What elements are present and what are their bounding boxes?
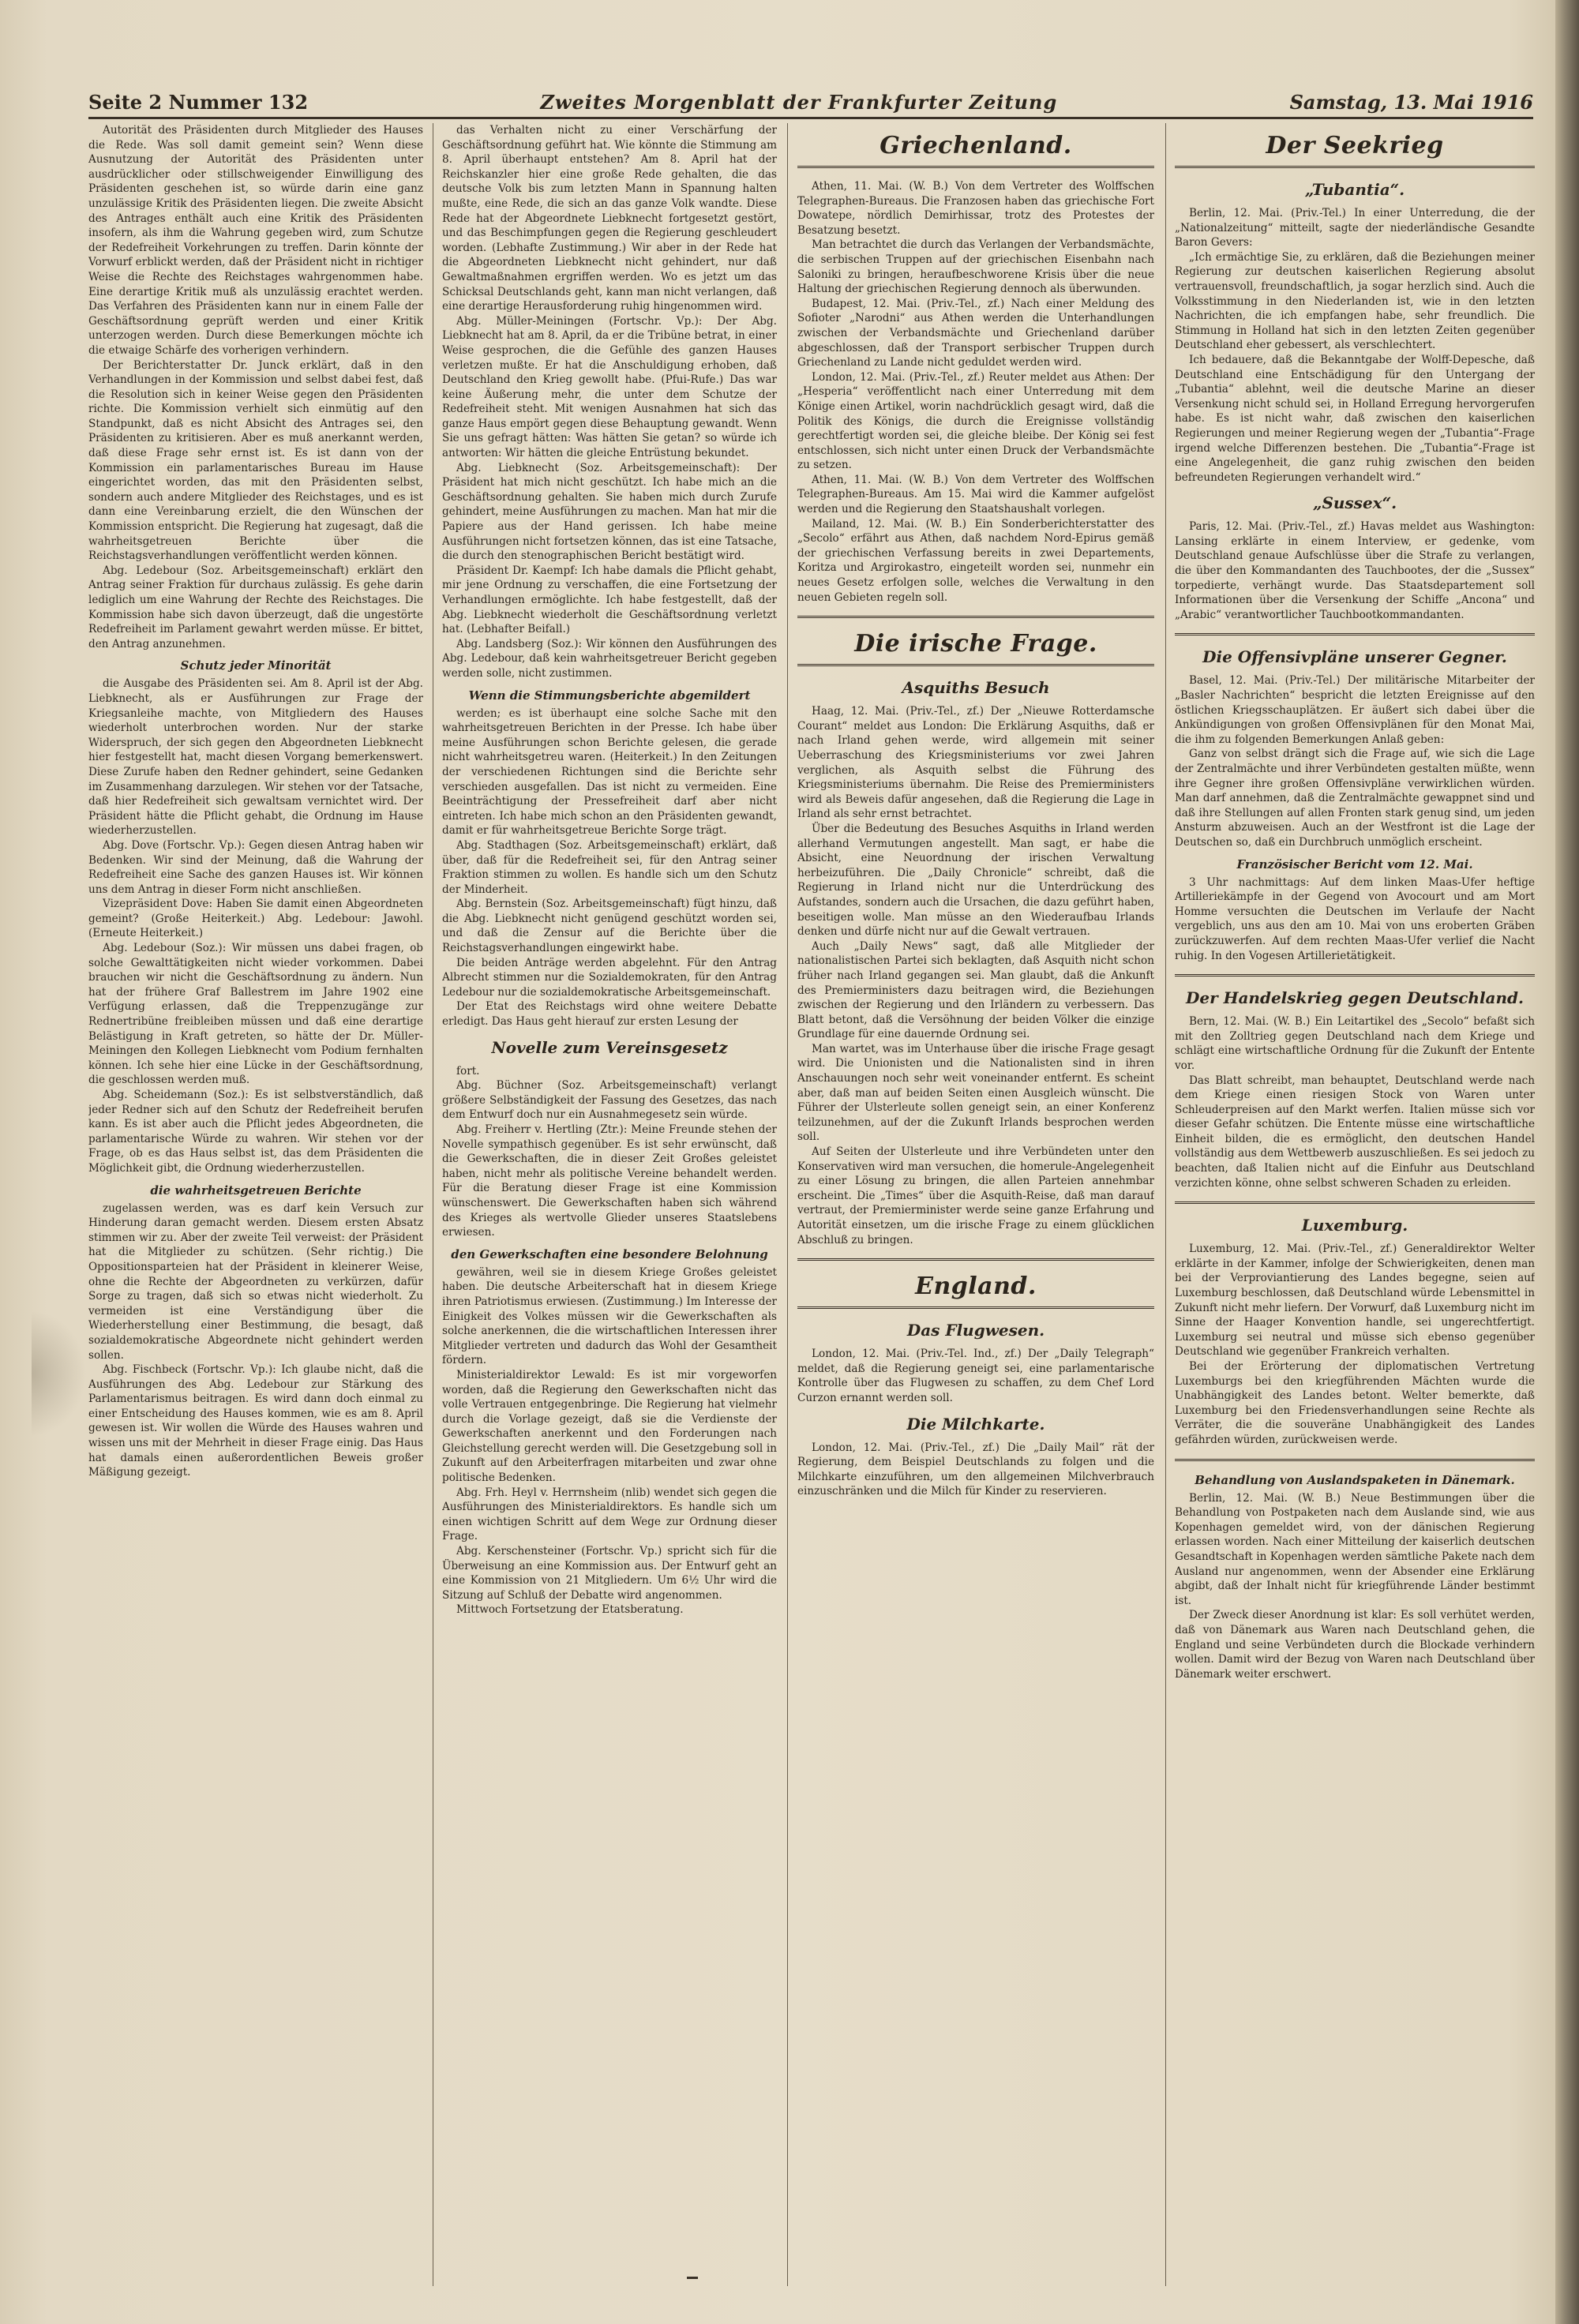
section-divider [797, 616, 1154, 618]
subheading: Schutz jeder Minorität [180, 658, 332, 673]
paragraph: Abg. Bernstein (Soz. Arbeitsgemeinschaft) fügt hinzu, daß die Abg. Liebknecht nicht genügend geschützt worden sei, und daß die Zensur auf die Berichte über die Reichstagsverhandlungen eingewirkt habe. [442, 898, 777, 955]
paragraph: die Ausgabe des Präsidenten sei. Am 8. April ist der Abg. Liebknecht, als er Ausführungen zur Frage der Kriegsanleihe machte, von Mitgliedern des Hauses wiederholt unterbrochen worden. Nur der starke Widerspruch, der sich gegen den Abgeordneten Liebknecht hier festgestellt hat, macht diesen Vorgang bemerkenswert. Diese Zurufe haben den Redner gehindert, seine Gedanken im Zusammenhang darzulegen. Wir stehen vor der Tatsache, daß hier Redefreiheit sich gewaltsam vernichtet wird. Der Präsident hätte die Pflicht gehabt, die Ordnung im Hause wiederherzustellen. [88, 677, 423, 838]
section-divider [1175, 1459, 1535, 1461]
paragraph: Abg. Stadthagen (Soz. Arbeitsgemeinschaft) erklärt, daß über, daß für die Redefreiheit sei, für den Antrag seiner Fraktion stimmen zu wollen. Es handle sich um den Schutz der Minderheit. [442, 838, 777, 896]
section-divider [1175, 1201, 1535, 1204]
paragraph: Vizepräsident Dove: Haben Sie damit einen Abgeordneten gemeint? (Große Heiterkeit.) Abg. Ledebour: Jawohl. (Erneute Heiterkeit.) [88, 898, 423, 940]
section-heading: Der Handelskrieg gegen Deutschland. [1186, 988, 1524, 1008]
subheading: „Tubantia“. [1304, 180, 1405, 199]
subheading: den Gewerkschaften eine besondere Belohnung [451, 1246, 768, 1261]
paragraph: zugelassen werden, was es darf kein Versuch zur Hinderung daran gemacht werden. Diesem ersten Absatz stimmen wir zu. Aber der zweite Teil verweist: der Präsident hat die Mitglieder zu schützen. (Sehr richtig.) Die Oppositionsparteien hat der Präsident in kleinerer Weise, ohne die Rechte der Abgeordneten zu verkürzen, dafür Sorge zu tragen, daß sich so etwas nicht wiederholt. Zu vermeiden ist eine Verständigung über die Wiederherstellung einer Bestimmung, die besagt, daß sozialdemokratische Abgeordnete nicht gehindert werden sollen. [88, 1201, 423, 1362]
section-divider [1175, 974, 1535, 976]
paragraph: Athen, 11. Mai. (W. B.) Von dem Vertreter des Wolffschen Telegraphen-Bureaus. Die Franzosen haben das griechische Fort Dowatepe, nördlich Demirhissar, trotz des Protestes der Besatzung besetzt. [797, 180, 1154, 237]
section-heading: Novelle zum Vereinsgesetz [491, 1037, 728, 1057]
masthead [88, 87, 1533, 119]
paragraph: Abg. Kerschensteiner (Fortschr. Vp.) spricht sich für die Überweisung an eine Kommission aus. Der Entwurf geht an eine Kommission von 21 Mitgliedern. Um 6½ Uhr wird die Sitzung auf Schluß der Debatte wird angenommen. [442, 1545, 777, 1602]
paragraph: 3 Uhr nachmittags: Auf dem linken Maas-Ufer heftige Artilleriekämpfe in der Gegend von Avocourt und am Mort Homme versuchten die Deutschen im Verlaufe der Nacht vergeblich, uns aus den am 10. Mai von uns eroberten Gräben zurückzuwerfen. Auf dem rechten Maas-Ufer verlief die Nacht ruhig. In den Vogesen Artillerietätigkeit. [1175, 875, 1535, 962]
paragraph: Der Zweck dieser Anordnung ist klar: Es soll verhütet werden, daß von Dänemark aus Waren nach Deutschland gehen, die England und seine Verbündeten durch die Blockade verhindern wollen. Damit wird der Bezug von Waren nach Deutschland über Dänemark weiter erschwert. [1175, 1609, 1535, 1681]
column-3 [797, 123, 1154, 2286]
subheading: „Sussex“. [1312, 493, 1397, 513]
paragraph: Budapest, 12. Mai. (Priv.-Tel., zf.) Nach einer Meldung des Sofioter „Narodni“ aus Athen werden die Unterhandlungen zwischen der Verbandsmächte und Griechenland darüber abgeschlossen, daß der Transport serbischer Truppen durch Griechenland zu Lande nicht geduldet werden wird. [797, 297, 1154, 369]
section-divider [1175, 633, 1535, 635]
section-heading: Luxemburg. [1301, 1216, 1408, 1235]
subheading: die wahrheitsgetreuen Berichte [150, 1183, 362, 1198]
paragraph: Abg. Ledebour (Soz. Arbeitsgemeinschaft) erklärt den Antrag seiner Fraktion für durchaus zulässig. Es gehe darin lediglich um eine Wahrung der Rechte des Reichstages. Die Kommission habe sich davon überzeugt, daß die ungestörte Redefreiheit im Parlament gewahrt werden müsse. Er bittet, den Antrag anzunehmen. [88, 564, 423, 650]
paragraph: Abg. Müller-Meiningen (Fortschr. Vp.): Der Abg. Liebknecht hat am 8. April, da er die Tribüne betrat, in einer Weise gesprochen, die die Gefühle des ganzen Hauses verletzen mußte. Er hat die Anschuldigung erhoben, daß Deutschland den Krieg gewollt habe. (Pfui-Rufe.) Das war keine Äußerung mehr, die unter dem Schutze der Redefreiheit steht. Mit wenigen Ausnahmen hat sich das ganze Haus empört gegen diese Behauptung gewandt. Wenn Sie uns gefragt hätten: Was hätten Sie getan? so würde ich antworten: Wir hätten die gleiche Entrüstung bekundet. [442, 314, 777, 460]
paragraph: Berlin, 12. Mai. (Priv.-Tel.) In einer Unterredung, die der „Nationalzeitung“ mitteilt, sagte der niederländische Gesandte Baron Gevers: [1175, 207, 1535, 249]
paragraph: Auf Seiten der Ulsterleute und ihre Verbündeten unter den Konservativen wird man versuchen, die homerule-Angelegenheit zu einer Lösung zu bringen, die allen Parteien annehmbar erscheint. Die „Times“ über die Asquith-Reise, daß man darauf vertraut, der Premierminister werde seine ganze Erfahrung und Autorität einsetzen, um die irische Frage zu einem glücklichen Abschluß zu bringen. [797, 1145, 1154, 1246]
section-heading: England. [797, 1272, 1154, 1309]
paragraph: Abg. Scheidemann (Soz.): Es ist selbstverständlich, daß jeder Redner sich auf den Schutz der Redefreiheit berufen kann. Es ist aber auch die Pflicht jedes Abgeordneten, die parlamentarische Würde zu wahren. Wir stehen vor der Frage, ob es das Haus selbst ist, das dem Präsidenten die Möglichkeit gibt, die Ordnung wiederherzustellen. [88, 1089, 423, 1175]
paragraph: Mailand, 12. Mai. (W. B.) Ein Sonderberichterstatter des „Secolo“ erfährt aus Athen, daß nachdem Nord-Epirus gemäß der griechischen Verfassung bereits in zwei Departements, Koritza und Argirokastro, eingeteilt worden sei, nunmehr ein neues Gesetz erfolgen solle, welches die Verwaltung in den neuen Gebieten regeln soll. [797, 517, 1154, 604]
paragraph: Die beiden Anträge werden abgelehnt. Für den Antrag Albrecht stimmen nur die Sozialdemokraten, für den Antrag Ledebour nur die sozialdemokratische Arbeitsgemeinschaft. [442, 956, 777, 999]
paragraph: Abg. Dove (Fortschr. Vp.): Gegen diesen Antrag haben wir Bedenken. Wir sind der Meinung, daß die Wahrung der Redefreiheit eine Sache des ganzen Hauses ist. Wir können uns dem Antrag in dieser Form nicht anschließen. [88, 838, 423, 896]
paragraph: London, 12. Mai. (Priv.-Tel. Ind., zf.) Der „Daily Telegraph“ meldet, daß die Regierung geneigt sei, eine parlamentarische Kontrolle über das Flugwesen zu schaffen, zu dem Chef Lord Curzon ernannt werden soll. [797, 1348, 1154, 1404]
page-stain [32, 1310, 87, 1437]
section-divider [797, 1258, 1154, 1261]
masthead-date: Samstag, 13. Mai 1916 [1289, 91, 1533, 114]
paragraph: Abg. Liebknecht (Soz. Arbeitsgemeinschaft): Der Präsident hat mich nicht geschützt. Ich habe mich an die Geschäftsordnung gehalten. Sie haben mich durch Zurufe gehindert, meine Ausführungen zu machen. Man hat mir die Papiere aus der Hand gerissen. Ich habe meine Ausführungen nicht fortsetzen können, das ist eine Tatsache, die durch den stenographischen Bericht bestätigt wird. [442, 461, 777, 563]
paragraph: werden; es ist überhaupt eine solche Sache mit den wahrheitsgetreuen Berichten in der Presse. Ich habe über meine Ausführungen schon Berichte gelesen, die gerade nicht wahrheitsgetreu waren. (Heiterkeit.) In den Zeitungen der verschiedenen Richtungen sind die Berichte sehr verschieden ausgefallen. Das ist nicht zu vermeiden. Eine Beeinträchtigung der Pressefreiheit darf aber nicht eintreten. Ich habe mich schon an den Präsidenten gewandt, damit er für wahrheitsgetreue Berichte Sorge trägt. [442, 707, 777, 838]
paragraph: London, 12. Mai. (Priv.-Tel., zf.) Reuter meldet aus Athen: Der „Hesperia“ veröffentlicht nach einer Unterredung mit dem Könige einen Artikel, worin nachdrücklich gesagt wird, daß die Politik des Königs, die durch die Ereignisse vollständig gerechtfertigt worden sei, die gleiche bleibe. Der König sei fest entschlossen, sich nicht unter einen Druck der Verbandsmächte zu setzen. [797, 370, 1154, 472]
subheading: Asquiths Besuch [902, 678, 1050, 698]
paragraph: „Ich ermächtige Sie, zu erklären, daß die Beziehungen meiner Regierung zur deutschen kaiserlichen Regierung absolut vertrauensvoll, freundschaftlich, ja sogar herzlich sind. Auch die Volksstimmung in den Niederlanden ist, wie in den letzten Nachrichten, die ich empfangen habe, sehr freundlich. Die Stimmung in Holland hat sich in den letzten Zeiten gegenüber Deutschland eher gebessert, als verschlechtert. [1175, 250, 1535, 352]
section-heading: Die irische Frage. [797, 629, 1154, 666]
paragraph: Präsident Dr. Kaempf: Ich habe damals die Pflicht gehabt, mir jene Ordnung zu verschaffen, die eine Fortsetzung der Verhandlungen ermöglichte. Ich habe festgestellt, daß der Abg. Liebknecht wiederholt die Geschäftsordnung verletzt hat. (Lebhafter Beifall.) [442, 564, 777, 636]
paragraph: Abg. Ledebour (Soz.): Wir müssen uns dabei fragen, ob solche Gewalttätigkeiten nicht wieder vorkommen. Dabei brauchen wir nicht die Geschäftsordnung zu ändern. Nun hat der frühere Graf Ballestrem im Jahre 1902 eine Verfügung erlassen, daß die Treppenzugänge zur Rednertribüne freibleiben müssen und daß eine derartige Belästigung in Kraft getreten, so hätte der Dr. Müller-Meiningen den Kollegen Liebknecht vom Podium fernhalten können. Ich sehe hier eine Lücke in der Geschäftsordnung, die geschlossen werden muß. [88, 942, 423, 1087]
paragraph: Abg. Landsberg (Soz.): Wir können den Ausführungen des Abg. Ledebour, daß kein wahrheitsgetreuer Bericht gegeben werden solle, nicht zustimmen. [442, 637, 777, 680]
paragraph: Paris, 12. Mai. (Priv.-Tel., zf.) Havas meldet aus Washington: Lansing erklärte in einem Interview, er gedenke, vom Deutschland genaue Aufschlüsse über die Strafe zu verlangen, die über den Kommandanten des Tauchbootes, der die „Sussex“ torpedierte, verhängt wurde. Das Staatsdepartement soll Informationen über die Versenkung der Schiffe „Ancona“ und „Arabic“ verantwortlicher Tauchbootkommandanten. [1175, 520, 1535, 621]
print-mark [687, 2277, 698, 2279]
paragraph: Ich bedauere, daß die Bekanntgabe der Wolff-Depesche, daß Deutschland eine Entschädigung für den Untergang der „Tubantia“ ablehnt, weil die deutsche Marine an dieser Versenkung nicht schuld sei, in Holland Erregung hervorgerufen habe. Es ist nicht wahr, daß zwischen den kaiserlichen Regierungen und meiner Regierung wegen der „Tubantia“-Frage irgend welche Differenzen bestehen. Die „Tubantia“-Frage ist eine Angelegenheit, die ganz ruhig zwischen den beiden befreundeten Regierungen verhandelt wird.“ [1175, 353, 1535, 484]
paragraph: Abg. Frh. Heyl v. Herrnsheim (nlib) wendet sich gegen die Ausführungen des Ministerialdirektors. Es handle sich um einen wichtigen Schritt auf dem Wege zur Ordnung dieser Frage. [442, 1486, 777, 1543]
section-heading: Die Offensivpläne unserer Gegner. [1202, 647, 1507, 667]
column-1 [88, 123, 423, 2286]
paragraph: Das Blatt schreibt, man behauptet, Deutschland werde nach dem Kriege einen riesigen Stock von Waren unter Schleuderpreisen auf den Markt werfen. Italien müsse sich vor dieser Gefahr schützen. Die Entente müsse eine wirtschaftliche Einheit bilden, die es ermöglicht, den deutschen Handel vollständig aus dem Wettbewerb auszuschließen. Es sei jedoch zu beachten, daß Italien nicht auf die Einfuhr aus Deutschland verzichten könne, ohne selbst schweren Schaden zu erleiden. [1175, 1074, 1535, 1190]
column-rule [1165, 123, 1166, 2286]
masthead-page-number: Seite 2 Nummer 132 [88, 91, 309, 114]
column-4 [1175, 123, 1535, 2286]
section-heading: Der Seekrieg [1175, 131, 1535, 168]
paragraph: Haag, 12. Mai. (Priv.-Tel., zf.) Der „Nieuwe Rotterdamsche Courant“ meldet aus London: Die Erklärung Asquiths, daß er nach Irland gehen werde, wird allgemein mit seiner Ueberraschung des Kriegsministeriums vor zwei Jahren verglichen, als Asquith selbst die Führung des Kriegsministeriums übernahm. Die Reise des Premierministers wird als Beweis dafür angesehen, daß die Regierung die Lage in Irland als sehr ernst betrachtet. [797, 705, 1154, 821]
page-binding-shadow [1555, 0, 1579, 2324]
paragraph: Ministerialdirektor Lewald: Es ist mir vorgeworfen worden, daß die Regierung den Gewerkschaften nicht das volle Vertrauen entgegenbringe. Die Regierung hat vielmehr durch die Vorlage gezeigt, daß sie die Verdienste der Gewerkschaften anerkennt und den Forderungen nach Gleichstellung gerecht werden will. Die Gesetzgebung soll in Zukunft auf den Arbeiterfragen mitarbeiten und zwar ohne politische Bedenken. [442, 1368, 777, 1485]
subheading: Wenn die Stimmungsberichte abgemildert [468, 688, 751, 703]
paragraph: Autorität des Präsidenten durch Mitglieder des Hauses die Rede. Was soll damit gemeint sein? Wenn diese Ausnutzung der Autorität des Präsidenten unter ausdrücklicher oder stillschweigender Einwilligung des Präsidenten geschehen ist, so würde darin eine ganz unzulässige Kritik des Präsidenten liegen. Die zweite Absicht des Antrages enthält auch eine Kritik des Präsidenten insofern, als ihm die Wahrung gegeben wird, zum Schutze der Redefreiheit Vorkehrungen zu treffen. Darin könnte der Vorwurf erblickt werden, daß der Präsident nicht in richtiger Weise die Rechte des Reichstages wahrgenommen habe. Eine derartige Kritik muß als unzulässig erachtet werden. Das Verfahren des Präsidenten kann nur in einem Falle der Geschäftsordnung geprüft werden und einer Kritik unterzogen werden. Durch diese Bemerkungen möchte ich die etwaige Schärfe des vorherigen verhindern. [88, 124, 423, 357]
column-2 [442, 123, 777, 2286]
paragraph: Man wartet, was im Unterhause über die irische Frage gesagt wird. Die Unionisten und die Nationalisten sind in ihren Anschauungen noch sehr weit voneinander entfernt. Es scheint aber, daß man auf beiden Seiten einen Ausgleich wünscht. Die Führer der Ulsterleute sollen geneigt sein, an einer Konferenz teilzunehmen, auf der die Zukunft Irlands besprochen werden soll. [797, 1042, 1154, 1144]
paragraph: Abg. Fischbeck (Fortschr. Vp.): Ich glaube nicht, daß die Ausführungen des Abg. Ledebour zur Stärkung des Parlamentarismus beitragen. Es wird dann doch einmal zu einer Entscheidung des Hauses kommen, wie es am 8. April gewesen ist. Wir wollen die Würde des Hauses wahren und wissen uns mit der Mehrheit in dieser Frage einig. Das Haus hat damals einen außerordentlichen Beweis großer Mäßigung gezeigt. [88, 1363, 423, 1479]
paragraph: Abg. Büchner (Soz. Arbeitsgemeinschaft) verlangt größere Selbständigkeit der Fassung des Gesetzes, das nach dem Entwurf doch nur ein Ausnahmegesetz sein würde. [442, 1079, 777, 1122]
column-rule [787, 123, 788, 2286]
paragraph: Ganz von selbst drängt sich die Frage auf, wie sich die Lage der Zentralmächte und ihrer Verbündeten gestalten müßte, wenn ihre Gegner ihre großen Offensivpläne verwirklichen würden. Man darf annehmen, daß die Zentralmächte gewappnet sind und daß ihre Stellungen auf allen Fronten stark genug sind, um jeden Ansturm abzuweisen. Auch an der Westfront ist die Lage der Deutschen so, daß ein Durchbruch unmöglich erscheint. [1175, 748, 1535, 849]
subheading: Das Flugwesen. [906, 1321, 1045, 1340]
subheading: Die Milchkarte. [906, 1414, 1045, 1434]
paragraph: Abg. Freiherr v. Hertling (Ztr.): Meine Freunde stehen der Novelle sympathisch gegenüber. Es ist sehr erwünscht, daß die Gewerkschaften, die in dieser Zeit Großes geleistet haben, nicht mehr als politische Vereine behandelt werden. Für die Beratung dieser Frage ist eine Kommission wünschenswert. Die Gewerkschaften haben sich während des Krieges als wertvolle Glieder unseres Staatslebens erwiesen. [442, 1123, 777, 1239]
paragraph: Bei der Erörterung der diplomatischen Vertretung Luxemburgs bei den kriegführenden Mächten wurde die Unabhängigkeit des Landes betont. Welter bemerkte, daß Luxemburg bei den Friedensverhandlungen seine Rechte als Verräter, die die souveräne Unabhängigkeit des Landes gefährden würden, zurückweisen werde. [1175, 1360, 1535, 1446]
paragraph: Basel, 12. Mai. (Priv.-Tel.) Der militärische Mitarbeiter der „Basler Nachrichten“ bespricht die letzten Ereignisse auf den östlichen Kriegsschauplätzen. Er äußert sich dabei über die Ankündigungen von großen Offensivplänen für den Monat Mai, die ihm zu folgenden Bemerkungen Anlaß geben: [1175, 674, 1535, 746]
paragraph: Bern, 12. Mai. (W. B.) Ein Leitartikel des „Secolo“ befaßt sich mit den Zolltrieg gegen Deutschland nach dem Kriege und schlägt eine wirtschaftliche Ordnung für die Zukunft der Entente vor. [1175, 1015, 1535, 1072]
paragraph: London, 12. Mai. (Priv.-Tel., zf.) Die „Daily Mail“ rät der Regierung, dem Beispiel Deutschlands zu folgen und die Milchkarte einzuführen, um den allgemeinen Milchverbrauch einzuschränken und die Milch für Kinder zu reservieren. [797, 1441, 1154, 1498]
section-heading: Griechenland. [797, 131, 1154, 168]
paragraph: Luxemburg, 12. Mai. (Priv.-Tel., zf.) Generaldirektor Welter erklärte in der Kammer, infolge der Schwierigkeiten, denen man bei der Verproviantierung des Landes begegne, seien auf Luxemburg beschlossen, daß Deutschland würde Lebensmittel in Zukunft nicht mehr liefern. Der Vorwurf, daß Luxemburg nicht im Sinne der Haager Konvention handle, sei ungerechtfertigt. Luxemburg sei neutral und müsse sich ebenso gegenüber Deutschland wie gegenüber Frankreich verhalten. [1175, 1243, 1535, 1359]
paragraph: fort. [456, 1064, 480, 1078]
paragraph: Auch „Daily News“ sagt, daß alle Mitglieder der nationalistischen Partei sich beklagten, daß Asquith nicht schon früher nach Irland gegangen sei. Man glaubt, daß die Ankunft des Premierministers dazu beitragen wird, die Beziehungen zwischen der Regierung und den Irländern zu verbessern. Das Blatt betont, daß die Versöhnung der beiden Völker die einzige Grundlage für eine dauernde Ordnung sei. [797, 939, 1154, 1041]
paragraph: Der Etat des Reichstags wird ohne weitere Debatte erledigt. Das Haus geht hierauf zur ersten Lesung der [442, 1000, 777, 1029]
paragraph: Berlin, 12. Mai. (W. B.) Neue Bestimmungen über die Behandlung von Postpaketen nach dem Auslande sind, wie aus Kopenhagen gemeldet wird, von der dänischen Regierung erlassen worden. Nach einer Mitteilung der kaiserlich deutschen Gesandtschaft in Kopenhagen werden sämtliche Pakete nach dem Ausland nur angenommen, wenn der Absender eine Erklärung abgibt, daß der Inhalt nicht für kriegführende Länder bestimmt ist. [1175, 1491, 1535, 1607]
paragraph: Der Berichterstatter Dr. Junck erklärt, daß in den Verhandlungen in der Kommission und selbst dabei fest, daß die Resolution sich in keiner Weise gegen den Präsidenten richte. Die Kommission verhielt sich einmütig auf den Standpunkt, daß es nicht Absicht des Antrages sei, den Präsidenten zu kritisieren. Aber es muß anerkannt werden, daß diese Frage sehr ernst ist. Es ist dann von der Kommission ein parlamentarisches Bureau im Hause eingerichtet worden, das mit den Präsidenten selbst, sondern auch andere Mitglieder des Reichstages, und es ist dann eine Vereinbarung erzielt, die den Wünschen der Kommission entspricht. Die Regierung hat zugesagt, daß die wahrheitsgetreuen Berichte über die Reichstagsverhandlungen veröffentlicht werden können. [88, 358, 423, 563]
subheading: Französischer Bericht vom 12. Mai. [1236, 857, 1473, 872]
paragraph: Man betrachtet die durch das Verlangen der Verbandsmächte, die serbischen Truppen auf der griechischen Eisenbahn nach Saloniki zu bringen, heraufbeschworene Krisis über die neue Haltung der griechischen Regierung dennoch als überwunden. [797, 238, 1154, 296]
paragraph: Mittwoch Fortsetzung der Etatsberatung. [456, 1603, 684, 1617]
section-heading: Behandlung von Auslandspaketen in Dänemark. [1195, 1472, 1515, 1487]
paragraph: gewähren, weil sie in diesem Kriege Großes geleistet haben. Die deutsche Arbeiterschaft hat in diesem Kriege ihren Patriotismus erwiesen. (Zustimmung.) Im Interesse der Einigkeit des Volkes müssen wir die Gewerkschaften als solche anerkennen, die die wirtschaftlichen Interessen ihrer Mitglieder vertreten und dadurch das Wohl der Gesamtheit fördern. [442, 1265, 777, 1367]
paragraph: Über die Bedeutung des Besuches Asquiths in Irland werden allerhand Vermutungen angestellt. Man sagt, er habe die Absicht, eine Neuordnung der irischen Verwaltung herbeizuführen. Die „Daily Chronicle“ schreibt, daß die Regierung in Irland nicht nur die Unterdrückung des Aufstandes, sondern auch die Ursachen, die dazu geführt haben, beseitigen wolle. Man müsse an den Wiederaufbau Irlands denken und dürfe nicht nur auf die Gewalt vertrauen. [797, 822, 1154, 939]
paragraph: Athen, 11. Mai. (W. B.) Von dem Vertreter des Wolffschen Telegraphen-Bureaus. Am 15. Mai wird die Kammer aufgelöst werden und die Regierung den Staatshaushalt vorlegen. [797, 473, 1154, 516]
masthead-paper-title: Zweites Morgenblatt der Frankfurter Zeitung [540, 91, 1058, 114]
paragraph: das Verhalten nicht zu einer Verschärfung der Geschäftsordnung geführt hat. Wie könnte die Stimmung am 8. April überhaupt entstehen? Am 8. April hat der Reichskanzler hier eine große Rede gehalten, die das deutsche Volk bis zum letzten Mann in Spannung halten mußte, eine Rede, die sich an das ganze Volk wandte. Diese Rede hat der Abgeordnete Liebknecht fortgesetzt gestört, und das Beschimpfungen gegen die Regierung geschleudert worden. (Lebhafte Zustimmung.) Wir aber in der Rede hat die Abgeordneten Liebknecht nicht gehindert, nur daß Gewaltmaßnahmen ergriffen werden. Wo es jetzt um das Schicksal Deutschlands geht, kann man nicht verlangen, daß eine derartige Herausforderung ruhig hingenommen wird. [442, 124, 777, 313]
